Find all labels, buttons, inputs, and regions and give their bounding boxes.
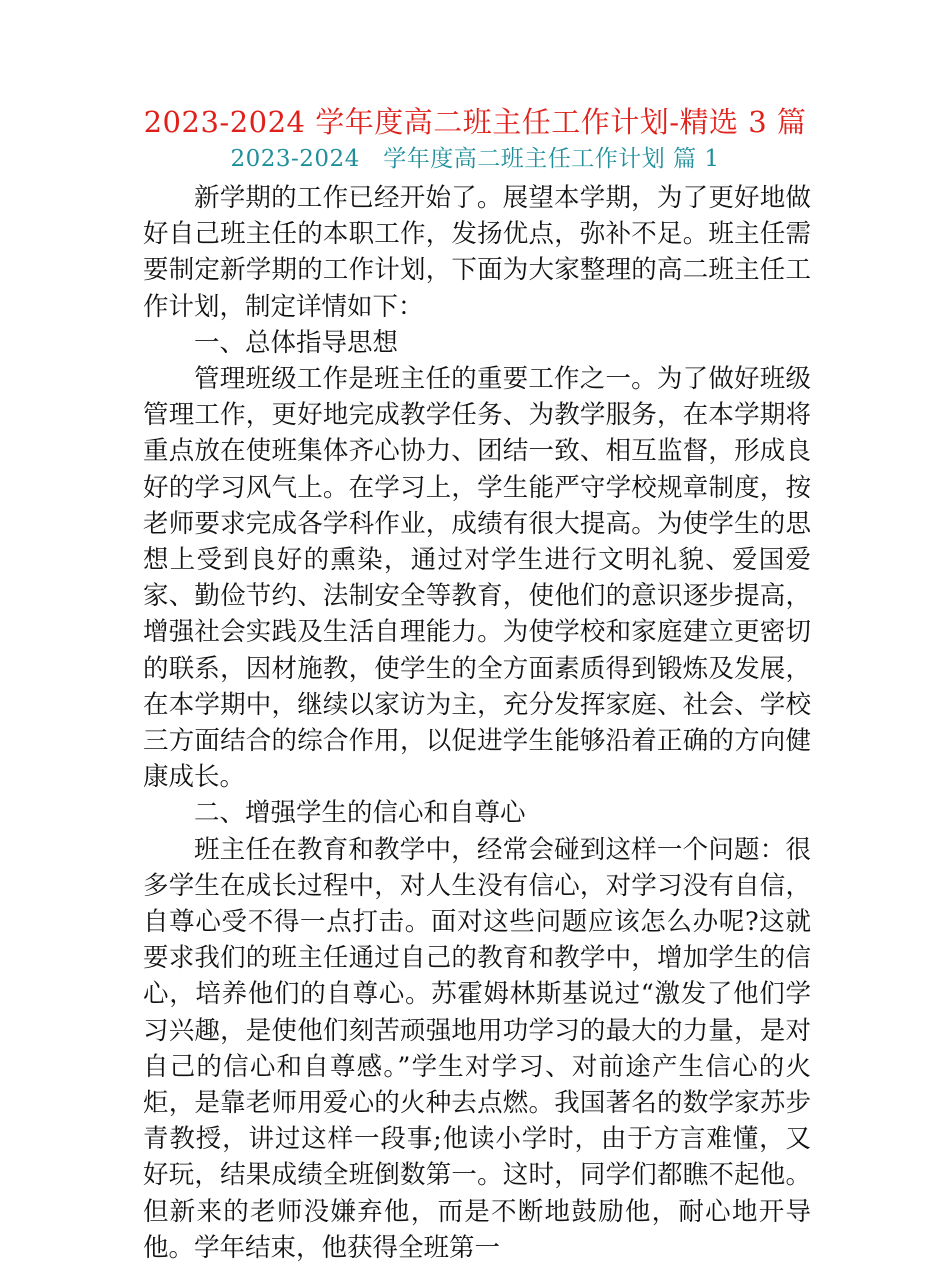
body-paragraph-2: 班主任在教育和教学中，经常会碰到这样一个问题：很多学生在成长过程中，对人生没有信心，对学习没有自信，自尊心受不得一点打击。面对这些问题应该怎么办呢?这就要求我们的班主任通过自己的教育和教学中，增加学生的信心，培养他们的自尊心。苏霍姆林斯基说过“激发了他们学习兴趣，是使他们刻苦顽强地用功学习的最大的力量，是对自己的信心和自尊感。”学生对学习、对前途产生信心的火炬，是靠老师用爱心的火种去点燃。我国著名的数学家苏步青教授，讲过这样一段事;他读小学时，由于方言难懂，又好玩，结果成绩全班倒数第一。这时，同学们都瞧不起他。但新来的老师没嫌弃他，而是不断地鼓励他，耐心地开导他。学年结束，他获得全班第一: [143, 834, 811, 1263]
section-heading-2: 二、增强学生的信心和自尊心: [194, 798, 526, 829]
section-heading-1: 一、总体指导思想: [194, 327, 399, 358]
body-paragraph-1: 管理班级工作是班主任的重要工作之一。为了做好班级管理工作，更好地完成教学任务、为教学服务，在本学期将重点放在使班集体齐心协力、团结一致、相互监督，形成良好的学习风气上。在学习上，学生能严守学校规章制度，按老师要求完成各学科作业，成绩有很大提高。为使学生的思想上受到良好的熏染，通过对学生进行文明礼貌、爱国爱家、勤俭节约、法制安全等教育，使他们的意识逐步提高，增强社会实践及生活自理能力。为使学校和家庭建立更密切的联系，因材施教，使学生的全方面素质得到锻炼及发展，在本学期中，继续以家访为主，充分发挥家庭、社会、学校三方面结合的综合作用，以促进学生能够沿着正确的方向健康成长。: [143, 364, 811, 793]
intro-paragraph: 新学期的工作已经开始了。展望本学期，为了更好地做好自己班主任的本职工作，发扬优点，弥补不足。班主任需要制定新学期的工作计划，下面为大家整理的高二班主任工作计划，制定详情如下：: [143, 183, 811, 322]
document-body: [143, 180, 811, 1266]
section-subtitle: 2023-2024 学年度高二班主任工作计划 篇 1: [230, 146, 720, 172]
document-title: 2023-2024 学年度高二班主任工作计划-精选 3 篇: [143, 105, 807, 139]
